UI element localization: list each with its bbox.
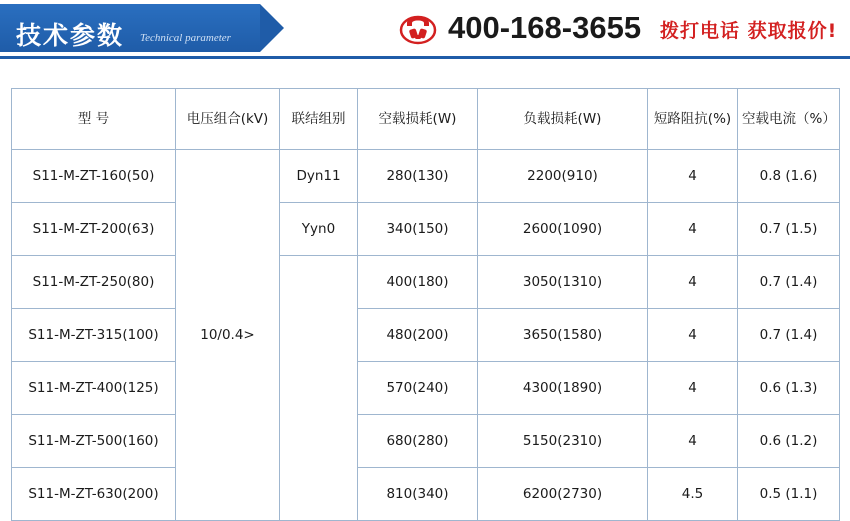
cell-load-loss: 3050(1310) bbox=[478, 256, 648, 309]
cell-no-load-current: 0.7 (1.4) bbox=[738, 256, 840, 309]
cell-impedance: 4 bbox=[648, 150, 738, 203]
table-row bbox=[12, 468, 840, 521]
cell-no-load-loss: 570(240) bbox=[358, 362, 478, 415]
cell-impedance: 4 bbox=[648, 362, 738, 415]
table-row bbox=[12, 256, 840, 309]
header-impedance: 短路阻抗(%) bbox=[648, 89, 738, 150]
cell-impedance: 4 bbox=[648, 203, 738, 256]
header-connection-group: 联结组别 bbox=[280, 89, 358, 150]
header-model: 型 号 bbox=[12, 89, 176, 150]
header-no-load-current: 空载电流（%） bbox=[738, 89, 840, 150]
cell-no-load-current: 0.5 (1.1) bbox=[738, 468, 840, 521]
table-row bbox=[12, 150, 840, 203]
cell-no-load-loss: 680(280) bbox=[358, 415, 478, 468]
table-row bbox=[12, 362, 840, 415]
telephone-icon bbox=[398, 10, 438, 46]
cell-model: S11-M-ZT-200(63) bbox=[12, 203, 176, 256]
page-header bbox=[0, 0, 850, 62]
header-no-load-loss: 空载损耗(W) bbox=[358, 89, 478, 150]
cell-load-loss: 6200(2730) bbox=[478, 468, 648, 521]
cell-impedance: 4 bbox=[648, 415, 738, 468]
header-load-loss: 负载损耗(W) bbox=[478, 89, 648, 150]
header-voltage-combination: 电压组合(kV) bbox=[176, 89, 280, 150]
cell-no-load-loss: 340(150) bbox=[358, 203, 478, 256]
call-to-action-text: 拨打电话 获取报价! bbox=[660, 20, 838, 42]
table-row bbox=[12, 415, 840, 468]
cell-model: S11-M-ZT-315(100) bbox=[12, 309, 176, 362]
table-row bbox=[12, 309, 840, 362]
cell-no-load-loss: 810(340) bbox=[358, 468, 478, 521]
cell-impedance: 4 bbox=[648, 309, 738, 362]
cell-load-loss: 5150(2310) bbox=[478, 415, 648, 468]
cell-model: S11-M-ZT-250(80) bbox=[12, 256, 176, 309]
cell-impedance: 4.5 bbox=[648, 468, 738, 521]
cell-no-load-loss: 480(200) bbox=[358, 309, 478, 362]
cell-load-loss: 2600(1090) bbox=[478, 203, 648, 256]
technical-parameter-table bbox=[11, 88, 840, 521]
section-title-banner bbox=[0, 4, 260, 52]
cell-no-load-current: 0.6 (1.3) bbox=[738, 362, 840, 415]
cell-connection-group-empty bbox=[280, 256, 358, 521]
page-title: 技术参数 bbox=[16, 21, 125, 50]
cell-no-load-loss: 280(130) bbox=[358, 150, 478, 203]
cell-no-load-current: 0.8 (1.6) bbox=[738, 150, 840, 203]
cell-model: S11-M-ZT-400(125) bbox=[12, 362, 176, 415]
cell-no-load-loss: 400(180) bbox=[358, 256, 478, 309]
cell-impedance: 4 bbox=[648, 256, 738, 309]
phone-group[interactable] bbox=[398, 8, 641, 48]
cell-load-loss: 4300(1890) bbox=[478, 362, 648, 415]
cell-no-load-current: 0.7 (1.4) bbox=[738, 309, 840, 362]
page-subtitle: Technical parameter bbox=[140, 32, 231, 44]
cell-load-loss: 3650(1580) bbox=[478, 309, 648, 362]
cell-model: S11-M-ZT-160(50) bbox=[12, 150, 176, 203]
spec-table-wrapper bbox=[11, 88, 839, 521]
table-header-row bbox=[12, 89, 840, 150]
cell-model: S11-M-ZT-500(160) bbox=[12, 415, 176, 468]
cell-model: S11-M-ZT-630(200) bbox=[12, 468, 176, 521]
cell-no-load-current: 0.6 (1.2) bbox=[738, 415, 840, 468]
cell-load-loss: 2200(910) bbox=[478, 150, 648, 203]
cell-connection-group-dyn11: Dyn11 bbox=[280, 150, 358, 203]
cell-connection-group-yyn0: Yyn0 bbox=[280, 203, 358, 256]
phone-number: 400-168-3655 bbox=[448, 10, 642, 45]
cell-no-load-current: 0.7 (1.5) bbox=[738, 203, 840, 256]
header-divider bbox=[0, 56, 850, 59]
table-row bbox=[12, 203, 840, 256]
cell-voltage-combination: 10/0.4> bbox=[176, 150, 280, 521]
